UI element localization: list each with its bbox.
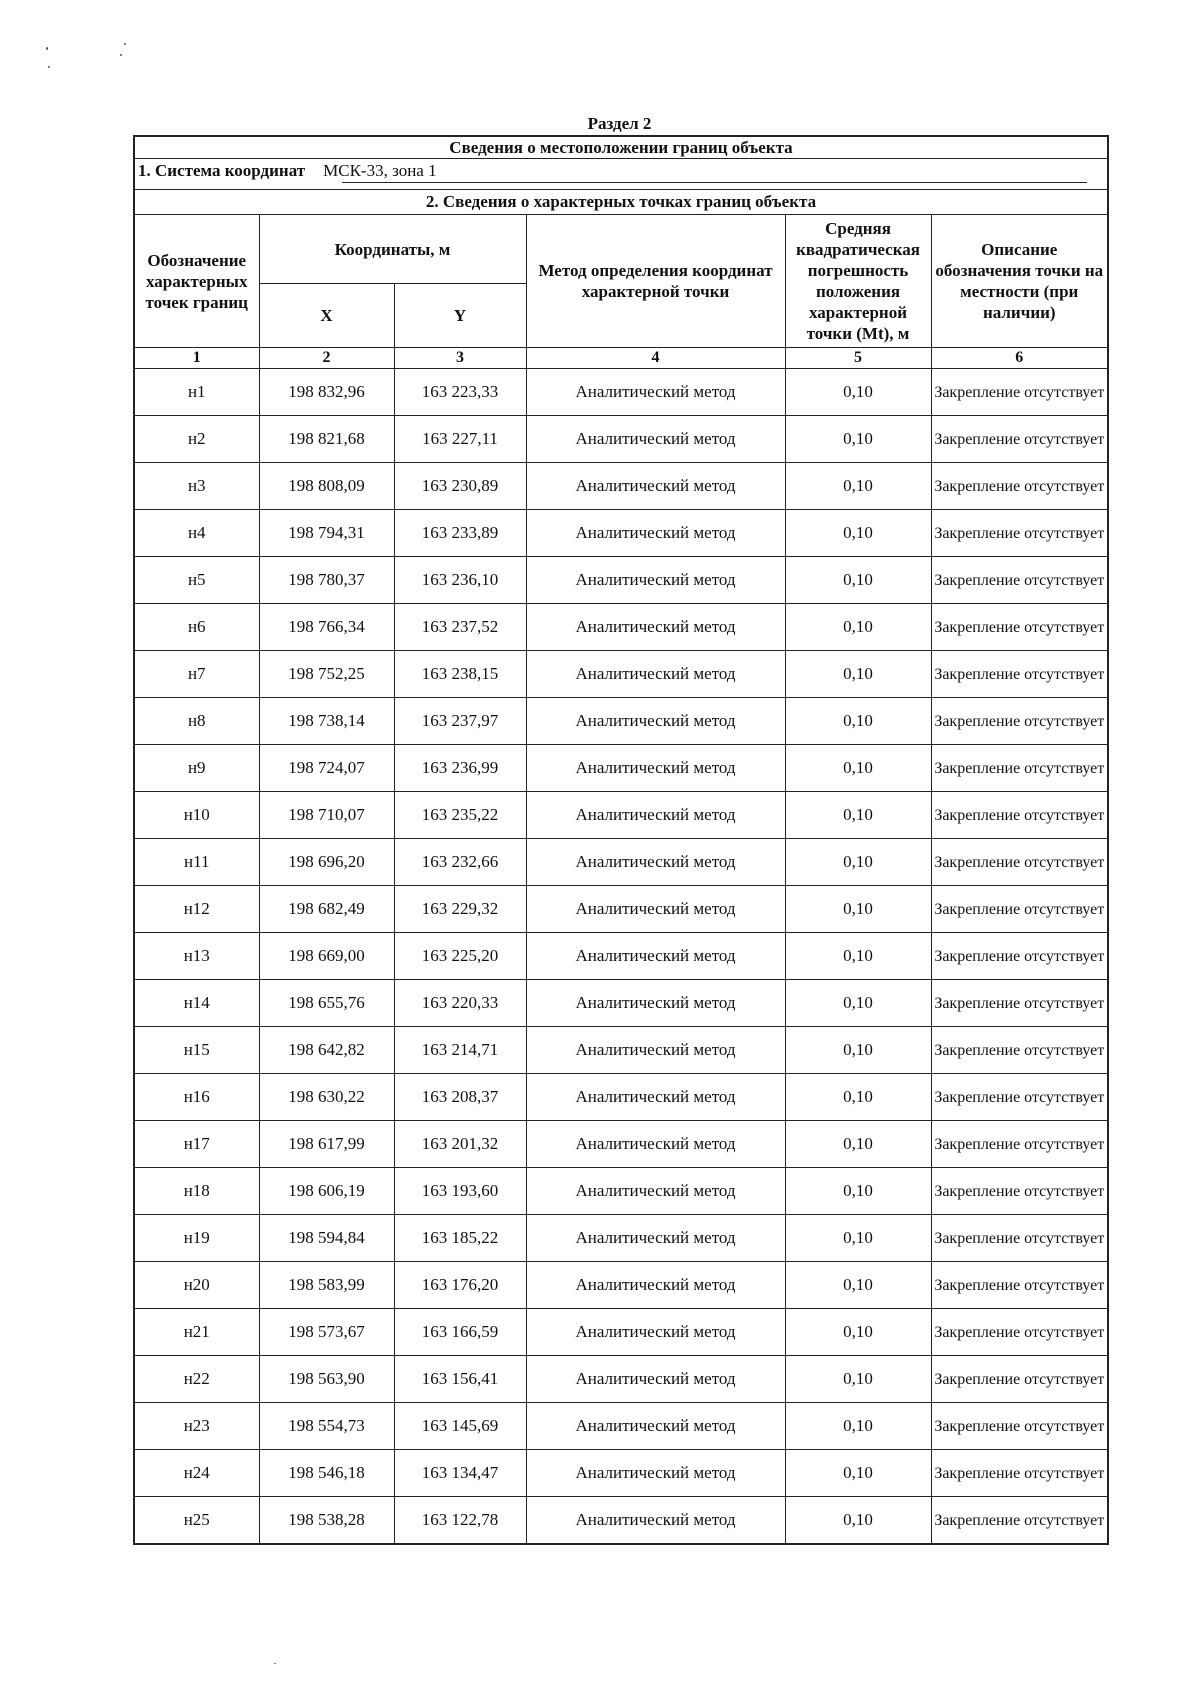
scan-speck [124, 43, 126, 45]
method-cell: Аналитический метод [526, 369, 785, 416]
header-row [135, 215, 1107, 284]
method-cell: Аналитический метод [526, 651, 785, 698]
underline [342, 182, 1087, 183]
error-cell: 0,10 [785, 839, 931, 886]
method-cell: Аналитический метод [526, 557, 785, 604]
x-coordinate-cell: 198 696,20 [259, 839, 394, 886]
x-coordinate-cell: 198 538,28 [259, 1497, 394, 1544]
header-y: Y [394, 284, 526, 348]
method-cell: Аналитический метод [526, 886, 785, 933]
error-cell: 0,10 [785, 1215, 931, 1262]
method-cell: Аналитический метод [526, 416, 785, 463]
description-cell: Закрепление отсутствует [931, 1074, 1107, 1121]
table-row [135, 1356, 1107, 1403]
table-row [135, 604, 1107, 651]
table-row [135, 1450, 1107, 1497]
coordinate-system-value: МСК-33, зона 1 [323, 161, 437, 180]
method-cell: Аналитический метод [526, 510, 785, 557]
scan-speck [48, 66, 50, 68]
x-coordinate-cell: 198 724,07 [259, 745, 394, 792]
table-row [135, 416, 1107, 463]
description-cell: Закрепление отсутствует [931, 933, 1107, 980]
header-error: Средняя квадратическая погрешность положения характерной точки (Mt), м [785, 215, 931, 348]
table-row [135, 698, 1107, 745]
point-designation-cell: н16 [135, 1074, 259, 1121]
table-row [135, 839, 1107, 886]
method-cell: Аналитический метод [526, 1309, 785, 1356]
description-cell: Закрепление отсутствует [931, 1027, 1107, 1074]
point-designation-cell: н2 [135, 416, 259, 463]
error-cell: 0,10 [785, 698, 931, 745]
error-cell: 0,10 [785, 604, 931, 651]
header-coordinates: Координаты, м [259, 215, 526, 284]
y-coordinate-cell: 163 223,33 [394, 369, 526, 416]
table-row [135, 369, 1107, 416]
point-designation-cell: н4 [135, 510, 259, 557]
error-cell: 0,10 [785, 1497, 931, 1544]
x-coordinate-cell: 198 832,96 [259, 369, 394, 416]
y-coordinate-cell: 163 237,52 [394, 604, 526, 651]
point-designation-cell: н8 [135, 698, 259, 745]
x-coordinate-cell: 198 573,67 [259, 1309, 394, 1356]
error-cell: 0,10 [785, 886, 931, 933]
error-cell: 0,10 [785, 416, 931, 463]
y-coordinate-cell: 163 193,60 [394, 1168, 526, 1215]
y-coordinate-cell: 163 236,10 [394, 557, 526, 604]
x-coordinate-cell: 198 630,22 [259, 1074, 394, 1121]
point-designation-cell: н22 [135, 1356, 259, 1403]
x-coordinate-cell: 198 794,31 [259, 510, 394, 557]
column-number-row [135, 348, 1107, 369]
point-designation-cell: н12 [135, 886, 259, 933]
point-designation-cell: н5 [135, 557, 259, 604]
point-designation-cell: н19 [135, 1215, 259, 1262]
error-cell: 0,10 [785, 1074, 931, 1121]
point-designation-cell: н23 [135, 1403, 259, 1450]
table-row [135, 886, 1107, 933]
description-cell: Закрепление отсутствует [931, 745, 1107, 792]
description-cell: Закрепление отсутствует [931, 1215, 1107, 1262]
description-cell: Закрепление отсутствует [931, 1356, 1107, 1403]
method-cell: Аналитический метод [526, 1168, 785, 1215]
column-number: 6 [931, 348, 1107, 369]
x-coordinate-cell: 198 669,00 [259, 933, 394, 980]
x-coordinate-cell: 198 546,18 [259, 1450, 394, 1497]
description-cell: Закрепление отсутствует [931, 698, 1107, 745]
table-row [135, 1215, 1107, 1262]
y-coordinate-cell: 163 237,97 [394, 698, 526, 745]
coordinate-system-row [135, 159, 1107, 190]
method-cell: Аналитический метод [526, 1262, 785, 1309]
description-cell: Закрепление отсутствует [931, 651, 1107, 698]
point-designation-cell: н20 [135, 1262, 259, 1309]
error-cell: 0,10 [785, 980, 931, 1027]
error-cell: 0,10 [785, 463, 931, 510]
table-row [135, 1121, 1107, 1168]
method-cell: Аналитический метод [526, 1450, 785, 1497]
coordinate-system-label: 1. Система координат [138, 161, 306, 180]
x-coordinate-cell: 198 821,68 [259, 416, 394, 463]
description-cell: Закрепление отсутствует [931, 792, 1107, 839]
y-coordinate-cell: 163 185,22 [394, 1215, 526, 1262]
y-coordinate-cell: 163 122,78 [394, 1497, 526, 1544]
description-cell: Закрепление отсутствует [931, 839, 1107, 886]
point-designation-cell: н15 [135, 1027, 259, 1074]
description-cell: Закрепление отсутствует [931, 604, 1107, 651]
error-cell: 0,10 [785, 1168, 931, 1215]
method-cell: Аналитический метод [526, 604, 785, 651]
method-cell: Аналитический метод [526, 698, 785, 745]
table-row [135, 1168, 1107, 1215]
table-row [135, 651, 1107, 698]
error-cell: 0,10 [785, 1027, 931, 1074]
error-cell: 0,10 [785, 1262, 931, 1309]
table-row [135, 980, 1107, 1027]
y-coordinate-cell: 163 220,33 [394, 980, 526, 1027]
method-cell: Аналитический метод [526, 745, 785, 792]
x-coordinate-cell: 198 780,37 [259, 557, 394, 604]
x-coordinate-cell: 198 738,14 [259, 698, 394, 745]
y-coordinate-cell: 163 166,59 [394, 1309, 526, 1356]
header-description: Описание обозначения точки на местности (при наличии) [931, 215, 1107, 348]
column-number: 5 [785, 348, 931, 369]
x-coordinate-cell: 198 766,34 [259, 604, 394, 651]
table-row [135, 745, 1107, 792]
points-title: 2. Сведения о характерных точках границ объекта [135, 190, 1107, 215]
error-cell: 0,10 [785, 1450, 931, 1497]
table-row [135, 1027, 1107, 1074]
description-cell: Закрепление отсутствует [931, 1497, 1107, 1544]
x-coordinate-cell: 198 563,90 [259, 1356, 394, 1403]
y-coordinate-cell: 163 134,47 [394, 1450, 526, 1497]
header-x: X [259, 284, 394, 348]
method-cell: Аналитический метод [526, 463, 785, 510]
scan-speck [46, 47, 48, 50]
table-row [135, 1497, 1107, 1544]
method-cell: Аналитический метод [526, 1356, 785, 1403]
point-designation-cell: н24 [135, 1450, 259, 1497]
x-coordinate-cell: 198 583,99 [259, 1262, 394, 1309]
boundary-info-frame [133, 135, 1109, 1545]
x-coordinate-cell: 198 617,99 [259, 1121, 394, 1168]
x-coordinate-cell: 198 710,07 [259, 792, 394, 839]
y-coordinate-cell: 163 230,89 [394, 463, 526, 510]
description-cell: Закрепление отсутствует [931, 1450, 1107, 1497]
x-coordinate-cell: 198 554,73 [259, 1403, 394, 1450]
y-coordinate-cell: 163 233,89 [394, 510, 526, 557]
table-row [135, 510, 1107, 557]
point-designation-cell: н7 [135, 651, 259, 698]
method-cell: Аналитический метод [526, 839, 785, 886]
error-cell: 0,10 [785, 933, 931, 980]
method-cell: Аналитический метод [526, 1121, 785, 1168]
column-number: 4 [526, 348, 785, 369]
method-cell: Аналитический метод [526, 1027, 785, 1074]
scan-speck [120, 54, 122, 56]
description-cell: Закрепление отсутствует [931, 416, 1107, 463]
description-cell: Закрепление отсутствует [931, 463, 1107, 510]
description-cell: Закрепление отсутствует [931, 510, 1107, 557]
x-coordinate-cell: 198 808,09 [259, 463, 394, 510]
table-row [135, 792, 1107, 839]
description-cell: Закрепление отсутствует [931, 1168, 1107, 1215]
x-coordinate-cell: 198 594,84 [259, 1215, 394, 1262]
x-coordinate-cell: 198 642,82 [259, 1027, 394, 1074]
section-title: Раздел 2 [587, 114, 652, 133]
x-coordinate-cell: 198 752,25 [259, 651, 394, 698]
description-cell: Закрепление отсутствует [931, 1403, 1107, 1450]
y-coordinate-cell: 163 145,69 [394, 1403, 526, 1450]
method-cell: Аналитический метод [526, 933, 785, 980]
table-row [135, 1309, 1107, 1356]
table-row [135, 1074, 1107, 1121]
table-row [135, 933, 1107, 980]
error-cell: 0,10 [785, 369, 931, 416]
y-coordinate-cell: 163 225,20 [394, 933, 526, 980]
table-row [135, 1403, 1107, 1450]
y-coordinate-cell: 163 214,71 [394, 1027, 526, 1074]
description-cell: Закрепление отсутствует [931, 1121, 1107, 1168]
point-designation-cell: н18 [135, 1168, 259, 1215]
y-coordinate-cell: 163 238,15 [394, 651, 526, 698]
point-designation-cell: н11 [135, 839, 259, 886]
error-cell: 0,10 [785, 510, 931, 557]
column-number: 1 [135, 348, 259, 369]
point-designation-cell: н21 [135, 1309, 259, 1356]
y-coordinate-cell: 163 227,11 [394, 416, 526, 463]
y-coordinate-cell: 163 156,41 [394, 1356, 526, 1403]
main-title: Сведения о местоположении границ объекта [135, 137, 1107, 159]
x-coordinate-cell: 198 655,76 [259, 980, 394, 1027]
header-designation: Обозначение характерных точек границ [135, 215, 259, 348]
point-designation-cell: н9 [135, 745, 259, 792]
point-designation-cell: н25 [135, 1497, 259, 1544]
error-cell: 0,10 [785, 792, 931, 839]
method-cell: Аналитический метод [526, 1497, 785, 1544]
x-coordinate-cell: 198 606,19 [259, 1168, 394, 1215]
description-cell: Закрепление отсутствует [931, 557, 1107, 604]
table-row [135, 463, 1107, 510]
point-designation-cell: н3 [135, 463, 259, 510]
points-table [135, 215, 1107, 1543]
point-designation-cell: н14 [135, 980, 259, 1027]
x-coordinate-cell: 198 682,49 [259, 886, 394, 933]
error-cell: 0,10 [785, 651, 931, 698]
y-coordinate-cell: 163 229,32 [394, 886, 526, 933]
error-cell: 0,10 [785, 1356, 931, 1403]
method-cell: Аналитический метод [526, 1074, 785, 1121]
point-designation-cell: н10 [135, 792, 259, 839]
y-coordinate-cell: 163 176,20 [394, 1262, 526, 1309]
method-cell: Аналитический метод [526, 1403, 785, 1450]
method-cell: Аналитический метод [526, 980, 785, 1027]
error-cell: 0,10 [785, 1403, 931, 1450]
table-row [135, 1262, 1107, 1309]
description-cell: Закрепление отсутствует [931, 1262, 1107, 1309]
error-cell: 0,10 [785, 1121, 931, 1168]
points-table-body [135, 369, 1107, 1544]
y-coordinate-cell: 163 236,99 [394, 745, 526, 792]
scan-speck [274, 1663, 276, 1664]
header-method: Метод определения координат характерной точки [526, 215, 785, 348]
point-designation-cell: н1 [135, 369, 259, 416]
point-designation-cell: н17 [135, 1121, 259, 1168]
error-cell: 0,10 [785, 557, 931, 604]
y-coordinate-cell: 163 232,66 [394, 839, 526, 886]
column-number: 2 [259, 348, 394, 369]
y-coordinate-cell: 163 201,32 [394, 1121, 526, 1168]
table-row [135, 557, 1107, 604]
error-cell: 0,10 [785, 1309, 931, 1356]
point-designation-cell: н13 [135, 933, 259, 980]
y-coordinate-cell: 163 208,37 [394, 1074, 526, 1121]
method-cell: Аналитический метод [526, 792, 785, 839]
error-cell: 0,10 [785, 745, 931, 792]
description-cell: Закрепление отсутствует [931, 1309, 1107, 1356]
description-cell: Закрепление отсутствует [931, 886, 1107, 933]
method-cell: Аналитический метод [526, 1215, 785, 1262]
description-cell: Закрепление отсутствует [931, 980, 1107, 1027]
point-designation-cell: н6 [135, 604, 259, 651]
description-cell: Закрепление отсутствует [931, 369, 1107, 416]
column-number: 3 [394, 348, 526, 369]
y-coordinate-cell: 163 235,22 [394, 792, 526, 839]
